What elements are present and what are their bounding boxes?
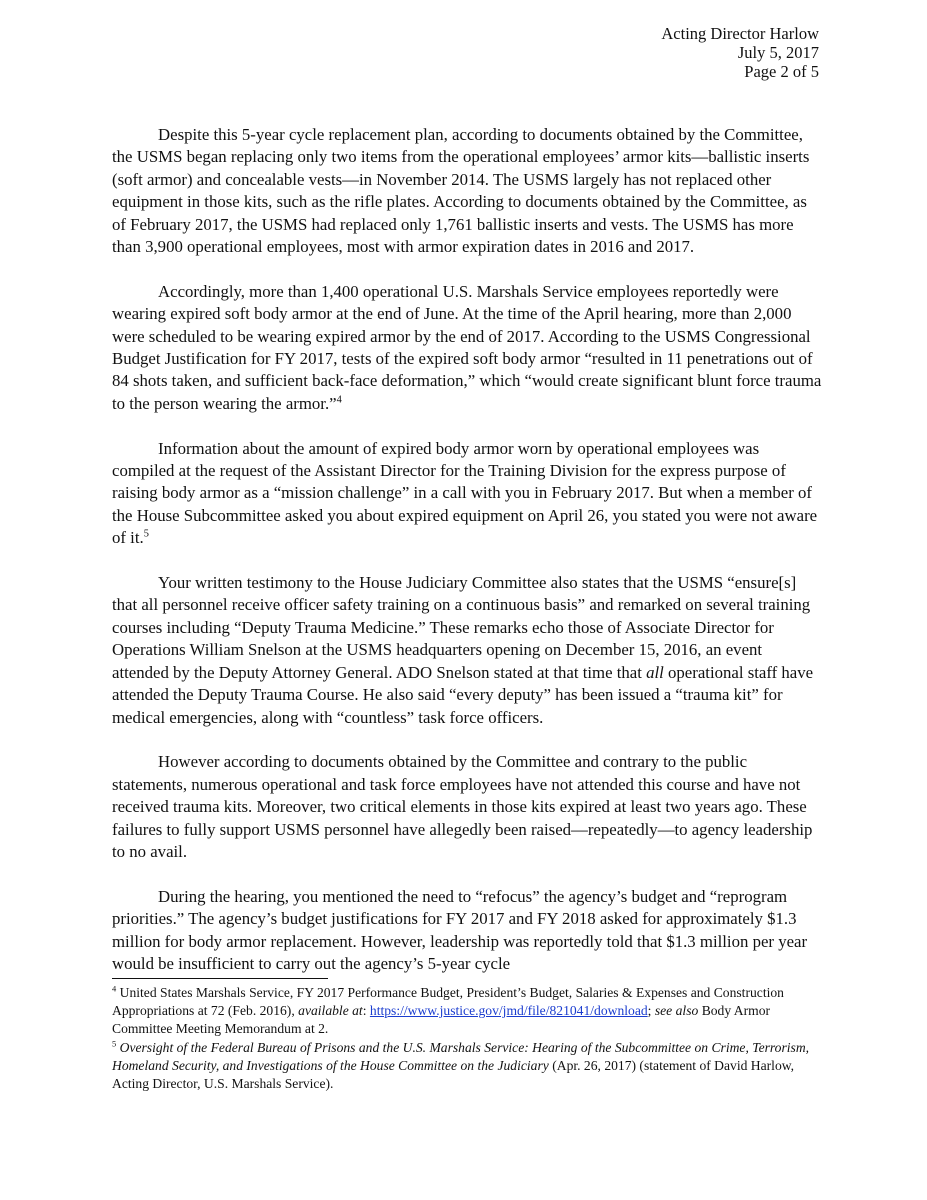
footnote-5-number: 5	[112, 1038, 117, 1049]
footnote-5-title: Oversight of the Federal Bureau of Prisons and the U.S. Marshals Service: Hearing of the Subcommittee on Crime, Terrorism, Homeland Security, and Investigations of the House Committee on the Judiciary	[112, 1039, 810, 1073]
footnote-4-available-at: available at	[298, 1003, 363, 1019]
footnote-divider	[112, 978, 328, 979]
paragraph-4-emphasis: all	[646, 662, 664, 682]
footnote-ref-4: 4	[336, 394, 342, 406]
footnote-4-see-also: see also	[654, 1003, 699, 1019]
footnote-ref-5: 5	[143, 528, 149, 540]
paragraph-4-text-a: Your written testimony to the House Judiciary Committee also states that the USMS “ensure[s] that all personnel receive officer safety training on a continuous basis” and remarked on several training courses including “Deputy Trauma Medicine.” These remarks echo those of Associate Director for Operations William Snelson at the USMS headquarters opening on December 15, 2016, an event attended by the Deputy Attorney General. ADO Snelson stated at that time that	[112, 573, 811, 682]
footnote-4-semicolon: ;	[647, 1003, 652, 1019]
header-date: July 5, 2017	[737, 43, 819, 62]
header-recipient: Acting Director Harlow	[661, 24, 819, 43]
letter-header	[661, 24, 819, 81]
footnote-4-end: Body Armor Committee Meeting Memorandum at 2.	[112, 1003, 771, 1037]
footnote-4-link[interactable]: https://www.justice.gov/jmd/file/821041/download	[369, 1003, 648, 1019]
paragraph-2-text: Accordingly, more than 1,400 operational U.S. Marshals Service employees reportedly were wearing expired soft body armor at the end of June. At the time of the April hearing, more than 2,000 were scheduled to be wearing expired armor by the end of 2017. According to the USMS Congressional Budget Justification for FY 2017, tests of the expired soft body armor “resulted in 11 penetrations out of 84 shots taken, and sufficient back-face deformation,” which “would create significant blunt force trauma to the person wearing the armor.”	[112, 281, 822, 413]
header-page-number: Page 2 of 5	[744, 62, 819, 81]
paragraph-6: During the hearing, you mentioned the need to “refocus” the agency’s budget and “reprogram priorities.” The agency’s budget justifications for FY 2017 and FY 2018 asked for approximately $1.3 million for body armor replacement. However, leadership was reportedly told that $1.3 million per year would be insufficient to carry out the agency’s 5-year cycle	[112, 886, 808, 973]
footnote-4-text: United States Marshals Service, FY 2017 Performance Budget, President’s Budget, Salaries & Expenses and Construction Appropriations at 72 (Feb. 2016),	[112, 985, 784, 1019]
footnote-5-text: (Apr. 26, 2017) (statement of David Harlow, Acting Director, U.S. Marshals Service).	[112, 1057, 795, 1092]
paragraph-4-text-b: operational staff have attended the Deputy Trauma Course. He also said “every deputy” has been issued a “trauma kit” for medical emergencies, along with “countless” task force officers.	[112, 662, 814, 727]
paragraph-5: However according to documents obtained by the Committee and contrary to the public statements, numerous operational and task force employees have not attended this course and have not received trauma kits. Moreover, two critical elements in those kits expired at least two years ago. These failures to fully support USMS personnel have allegedly been raised—repeatedly—to agency leadership to no avail.	[112, 752, 813, 861]
paragraph-1: Despite this 5-year cycle replacement plan, according to documents obtained by the Committee, the USMS began replacing only two items from the operational employees’ armor kits—ballistic inserts (soft armor) and concealable vests—in November 2014. The USMS largely has not replaced other equipment in those kits, such as the rifle plates. According to documents obtained by the Committee, as of February 2017, the USMS had replaced only 1,761 ballistic inserts and vests. The USMS has more than 3,900 operational employees, most with armor expiration dates in 2016 and 2017.	[112, 125, 810, 257]
footnote-5	[112, 1039, 827, 1094]
footnotes	[112, 984, 827, 1093]
paragraph-2	[112, 281, 822, 415]
footnote-4	[112, 984, 827, 1039]
footnote-4-number: 4	[112, 983, 117, 994]
footnote-4-colon: :	[362, 1003, 367, 1019]
paragraph-4	[112, 572, 822, 729]
paragraph-3-text: Information about the amount of expired body armor worn by operational employees was compiled at the request of the Assistant Director for the Training Division for the express purpose of raising body armor as a “mission challenge” in a call with you in February 2017. But when a member of the House Subcommittee asked you about expired equipment on April 26, you stated you were not aware of it.	[112, 438, 818, 548]
paragraph-3	[112, 438, 822, 550]
letter-body	[112, 124, 822, 975]
